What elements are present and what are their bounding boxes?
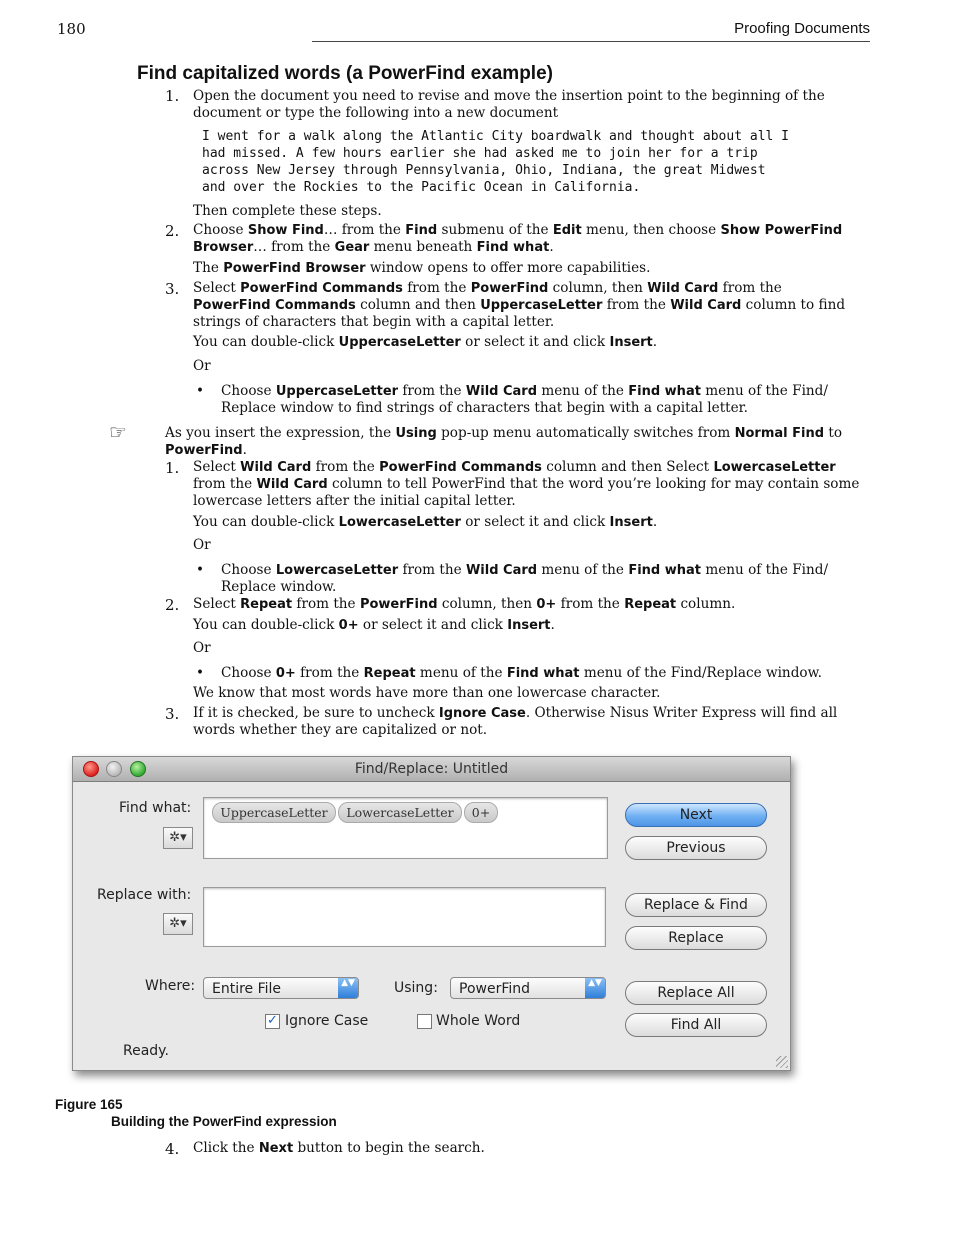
step-number: 1. xyxy=(165,87,180,105)
step-text: Or xyxy=(193,537,211,553)
note-text: PowerFind. xyxy=(165,442,247,458)
step-text: You can double-click 0+ or select it and click Insert. xyxy=(193,617,555,633)
step-number: 1. xyxy=(165,459,180,477)
bullet: • xyxy=(196,562,205,578)
step-text: Or xyxy=(193,640,211,656)
sample-text-line: across New Jersey through Pennsylvania, Ohio, Indiana, the great Midwest xyxy=(202,163,766,178)
header-rule xyxy=(312,41,870,42)
step-number: 2. xyxy=(165,596,180,614)
sample-text-line: had missed. A few hours earlier she had asked me to join her for a trip xyxy=(202,146,758,161)
popup-arrows-icon: ▲▼ xyxy=(338,978,358,998)
replace-all-button[interactable]: Replace All xyxy=(625,981,767,1005)
ignore-case-checkbox[interactable]: ✓ xyxy=(265,1014,280,1029)
text-fragment: Click the xyxy=(193,1140,259,1156)
running-header: Proofing Documents xyxy=(734,20,870,37)
step-text: strings of characters that begin with a capital letter. xyxy=(193,314,555,330)
step-text: Choose UppercaseLetter from the Wild Card menu of the Find what menu of the Find/ xyxy=(221,383,828,399)
find-all-button[interactable]: Find All xyxy=(625,1013,767,1037)
sample-text-line: I went for a walk along the Atlantic City boardwalk and thought about all I xyxy=(202,129,789,144)
whole-word-checkbox[interactable] xyxy=(417,1014,432,1029)
sample-text-line: and over the Rockies to the Pacific Ocean in California. xyxy=(202,180,641,195)
step-text: Select PowerFind Commands from the PowerFind column, then Wild Card from the xyxy=(193,280,782,296)
step-text: If it is checked, be sure to uncheck Ignore Case. Otherwise Nisus Writer Express will find all xyxy=(193,705,838,721)
using-label: Using: xyxy=(394,980,438,996)
step-text: PowerFind Commands column and then UppercaseLetter from the Wild Card column to find xyxy=(193,297,846,313)
replace-with-field[interactable] xyxy=(203,887,606,947)
note-text: As you insert the expression, the Using pop-up menu automatically switches from Normal Find to xyxy=(165,425,842,441)
step-text: Or xyxy=(193,358,211,374)
where-popup-value: Entire File xyxy=(212,981,282,997)
replace-gear-menu-icon[interactable]: ✲▾ xyxy=(163,913,193,935)
find-replace-window-screenshot xyxy=(72,756,791,1071)
step-number: 4. xyxy=(165,1140,180,1158)
where-popup[interactable] xyxy=(203,977,359,999)
bullet: • xyxy=(196,383,205,399)
step-text: The PowerFind Browser window opens to offer more capabilities. xyxy=(193,260,651,276)
text-fragment-bold: Next xyxy=(258,1141,294,1156)
step-text: Then complete these steps. xyxy=(193,203,382,219)
where-label: Where: xyxy=(145,978,196,994)
replace-and-find-button[interactable]: Replace & Find xyxy=(625,893,767,917)
step-text: Replace window to find strings of characters that begin with a capital letter. xyxy=(221,400,748,416)
step-text: Choose LowercaseLetter from the Wild Card menu of the Find what menu of the Find/ xyxy=(221,562,829,578)
step-number: 2. xyxy=(165,222,180,240)
step-text: Replace window. xyxy=(221,579,337,595)
status-text: Ready. xyxy=(123,1043,169,1059)
token-repeat[interactable]: 0+ xyxy=(464,802,498,823)
page-number: 180 xyxy=(57,20,86,38)
window-titlebar xyxy=(73,757,790,782)
step-text: Browser… from the Gear menu beneath Find what. xyxy=(193,239,554,255)
window-title: Find/Replace: Untitled xyxy=(354,761,509,777)
using-popup-value: PowerFind xyxy=(459,981,531,997)
figure-caption: Building the PowerFind expression xyxy=(111,1114,337,1129)
step-text: words whether they are capitalized or not. xyxy=(193,722,488,738)
step-text: Open the document you need to revise and move the insertion point to the beginning of the xyxy=(193,88,825,104)
token-uppercase-letter[interactable]: UppercaseLetter xyxy=(212,802,336,823)
ignore-case-label[interactable]: Ignore Case xyxy=(285,1013,369,1029)
using-popup[interactable] xyxy=(450,977,606,999)
step-text: from the Wild Card column to tell PowerFind that the word you’re looking for may contain some xyxy=(193,476,860,492)
bullet: • xyxy=(196,665,205,681)
section-title: Find capitalized words (a PowerFind example) xyxy=(137,63,553,84)
step-text: lowercase letters after the initial capital letter. xyxy=(193,493,516,509)
figure-number: Figure 165 xyxy=(55,1097,123,1112)
step-text: Choose 0+ from the Repeat menu of the Find what menu of the Find/Replace window. xyxy=(221,665,822,681)
step-text: Choose Show Find… from the Find submenu of the Edit menu, then choose Show PowerFind xyxy=(193,222,843,238)
text-fragment: button to begin the search. xyxy=(293,1140,485,1156)
step-text xyxy=(193,1140,485,1157)
replace-with-label: Replace with: xyxy=(97,887,192,903)
step-text: Select Repeat from the PowerFind column, then 0+ from the Repeat column. xyxy=(193,596,736,612)
find-gear-menu-icon[interactable]: ✲▾ xyxy=(163,827,193,849)
step-text: Select Wild Card from the PowerFind Commands column and then Select LowercaseLetter xyxy=(193,459,836,475)
find-what-label: Find what: xyxy=(119,800,192,816)
step-text: You can double-click LowercaseLetter or select it and click Insert. xyxy=(193,514,658,530)
pointing-hand-icon: ☞ xyxy=(109,420,127,444)
step-text: We know that most words have more than one lowercase character. xyxy=(193,685,661,701)
replace-button[interactable]: Replace xyxy=(625,926,767,950)
popup-arrows-icon: ▲▼ xyxy=(585,978,605,998)
step-number: 3. xyxy=(165,280,180,298)
step-text: You can double-click UppercaseLetter or select it and click Insert. xyxy=(193,334,658,350)
whole-word-label[interactable]: Whole Word xyxy=(436,1013,521,1029)
previous-button[interactable]: Previous xyxy=(625,836,767,860)
token-lowercase-letter[interactable]: LowercaseLetter xyxy=(338,802,462,823)
next-button[interactable]: Next xyxy=(625,803,767,827)
step-number: 3. xyxy=(165,705,180,723)
find-what-field[interactable] xyxy=(203,797,608,859)
step-text: document or type the following into a new document xyxy=(193,105,559,121)
resize-grip-icon[interactable] xyxy=(776,1056,788,1068)
